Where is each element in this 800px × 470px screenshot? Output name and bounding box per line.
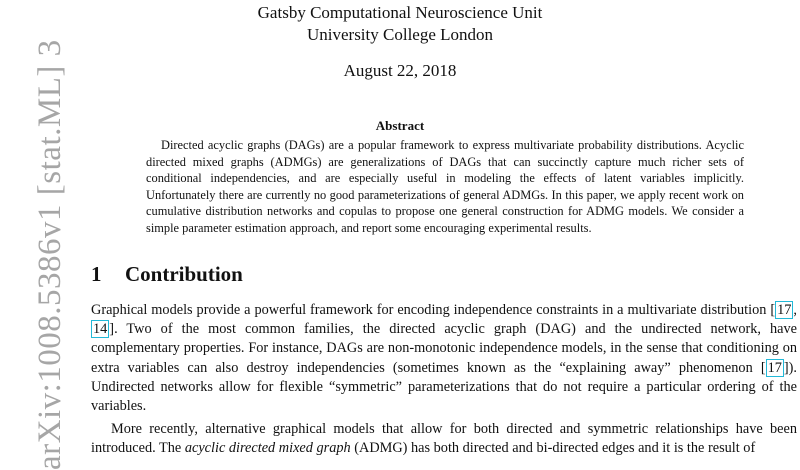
affiliation-line-1: Gatsby Computational Neuroscience Unit — [257, 3, 543, 22]
paragraph-2-text-a: More recently, alternative graphical models that allow for both directed and symmetric relationships have been introduced. The — [91, 421, 797, 457]
paragraph-1-text-a: Graphical models provide a powerful framework for encoding independence constraints in a multivariate distribution — [91, 302, 771, 318]
citation-link-17[interactable]: 17 — [777, 302, 792, 318]
paragraph-2 — [91, 420, 797, 458]
paper-date: August 22, 2018 — [343, 61, 457, 80]
paragraph-1-text-c: ). Undirected networks allow for flexible “symmetric” parameterizations that do not require a particular ordering of the variables. — [91, 359, 797, 415]
paragraph-2-text-b: (ADMG) has both directed and bi-directed edges and it is the result of — [350, 440, 756, 457]
abstract-body: Directed acyclic graphs (DAGs) are a popular framework to express multivariate probability distributions. Acyclic directed mixed graphs (ADMGs) are generalizations of DAGs that can succinctly capture much richer sets of conditional independencies, and are especially useful in modeling the effects of latent variables implicitly. Unfortunately there are currently no good parameterizations of general ADMGs. In this paper, we apply recent work on cumulative distribution networks and copulas to propose one general construction for ADMG models. We consider a simple parameter estimation approach, and report some encouraging experimental results. — [146, 138, 744, 235]
citation-link-14[interactable]: 14 — [93, 321, 108, 338]
abstract-heading: Abstract — [375, 118, 425, 133]
paragraph-1: Graphical models provide a powerful framework for encoding independence constraints in a multivariate distribution [ 17 , 14 ]. Two of the most common families, the directed acyclic graph (DAG) and the undirected network, have complementary properties. For instance, DAGs are non-monotonic independence models, in the sense that conditioning on extra variables can also destroy independencies (sometimes known as the “explaining away” phenomenon [ 17 ]). Undirected networks allow for flexible “symmetric” parameterizations that do not require a particular ordering of the variables. — [91, 302, 797, 415]
citation-link-17-second[interactable]: 17 — [767, 359, 782, 376]
section-title: Contribution — [125, 262, 243, 286]
section-number: 1 — [91, 262, 102, 286]
paragraph-1-text-b: . Two of the most common families, the directed acyclic graph (DAG) and the undirected network, have complementary properties. For instance, DAGs are non-monotonic independence models, in the sense that conditioning on extra variables can also destroy independencies (sometimes known as the “explaining away” phenomenon — [91, 321, 797, 376]
author-affiliation — [0, 2, 800, 46]
paragraph-2-emphasis: acyclic directed mixed graph — [184, 440, 351, 457]
section-heading — [91, 262, 243, 287]
affiliation-line-2: University College London — [306, 25, 494, 44]
arxiv-id-text: arXiv:1008.5386v1 [stat.ML] 3 — [32, 39, 68, 470]
